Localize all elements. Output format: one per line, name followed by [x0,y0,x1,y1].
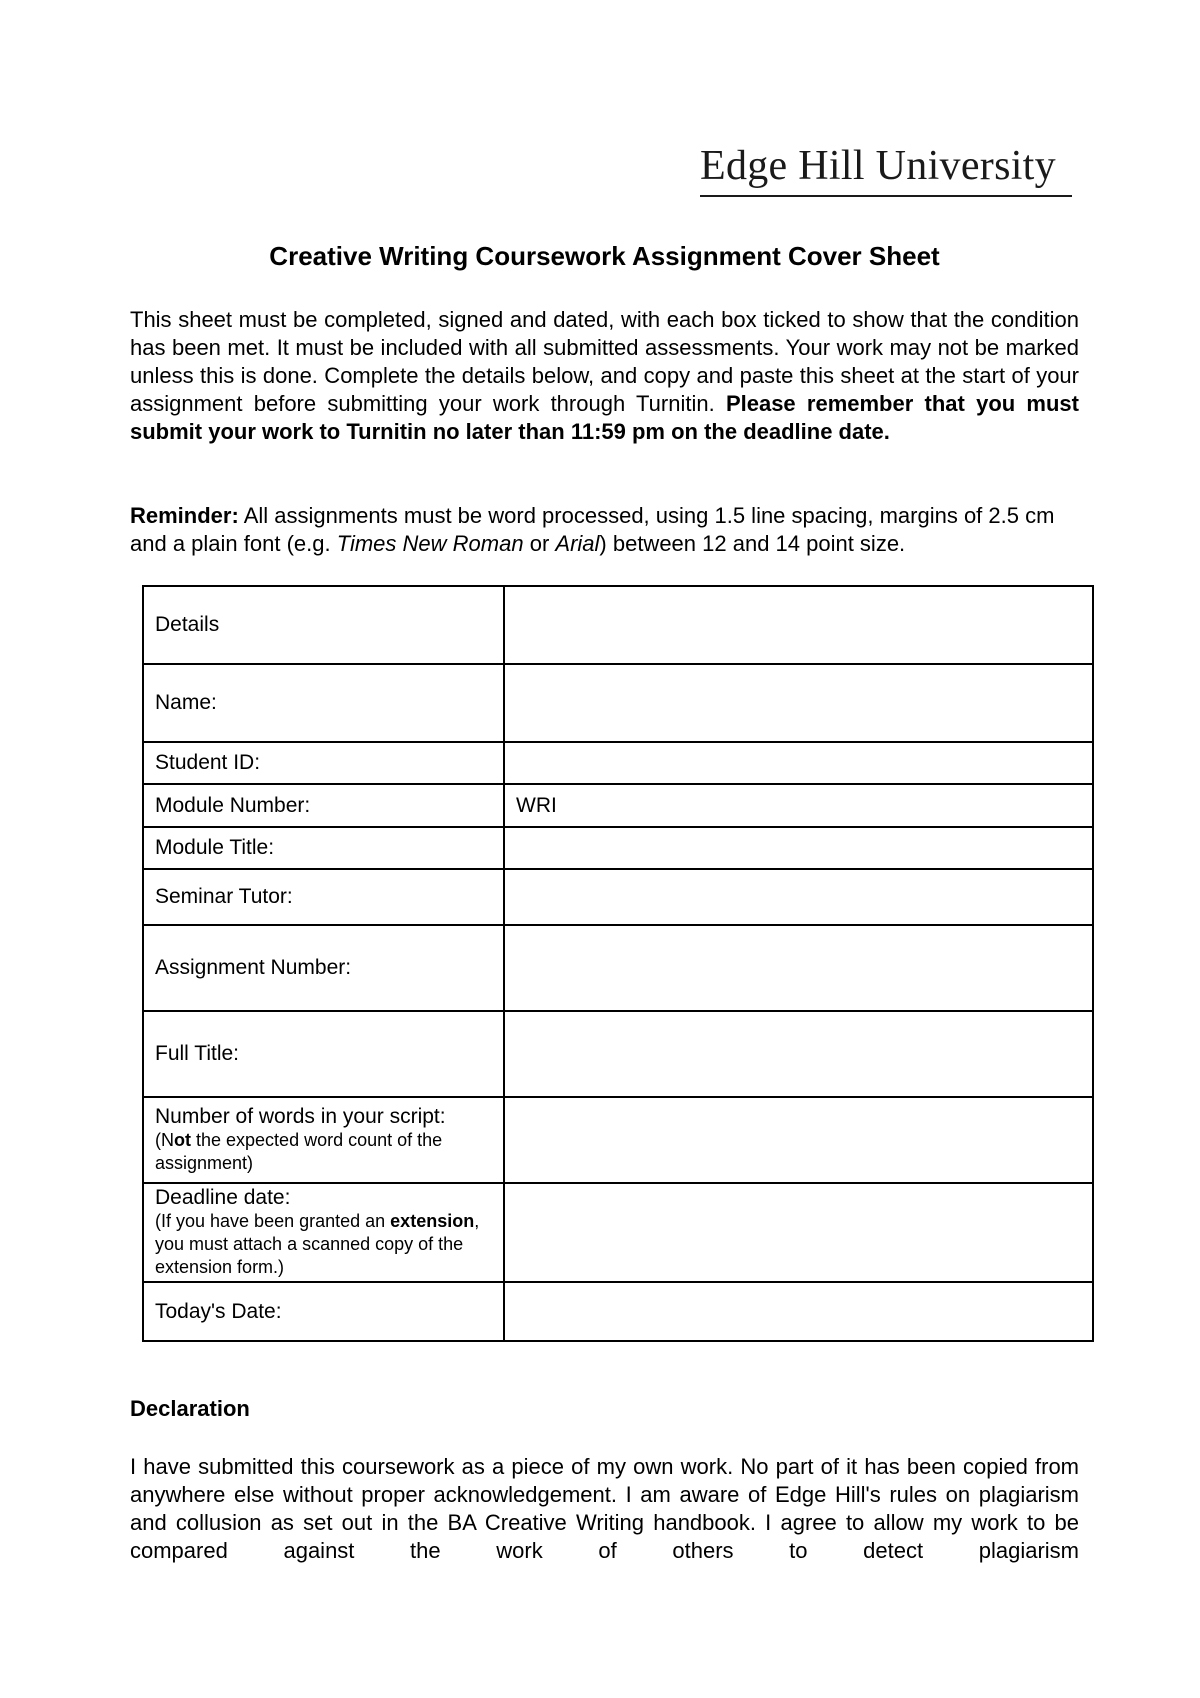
font-example-arial: Arial [555,531,600,556]
deadline-label: Deadline date: [155,1186,291,1209]
module-number-label: Module Number: [143,784,504,827]
assignment-number-field[interactable] [504,925,1093,1011]
reminder-text-end: ) between 12 and 14 point size. [599,531,906,556]
deadline-note-end: , you must attach a scanned copy of the extension form.) [155,1211,480,1277]
student-id-field[interactable] [504,742,1093,784]
table-row [143,586,1093,664]
table-row [143,869,1093,925]
deadline-field[interactable] [504,1183,1093,1282]
todays-date-field[interactable] [504,1282,1093,1341]
logo-underline [700,195,1072,197]
word-count-label: Number of words in your script: [155,1105,446,1128]
table-row [143,664,1093,742]
reminder-text: All assignments must be word processed, using 1.5 line spacing, margins of 2.5 cm and a plain font (e.g. [130,503,1055,556]
table-row [143,925,1093,1011]
reminder-paragraph [130,502,1079,558]
reminder-label: Reminder: [130,503,239,528]
deadline-note [155,1210,503,1279]
details-header-label: Details [143,586,504,664]
table-row [143,1097,1093,1183]
word-count-note [155,1129,503,1175]
logo-text: Edge Hill University [700,143,1056,189]
table-row [143,1011,1093,1097]
name-label: Name: [143,664,504,742]
details-table [142,585,1094,1342]
todays-date-label: Today's Date: [143,1282,504,1341]
declaration-heading: Declaration [130,1396,250,1421]
declaration-text: I have submitted this coursework as a piece of my own work. No part of it has been copied from anywhere else without proper acknowledgement. I am aware of Edge Hill's rules on plagiarism and collusion as set out in the BA Creative Writing handbook. I agree to allow my work to be compared against the work of others to detect plagiarism [130,1454,1079,1563]
seminar-tutor-label: Seminar Tutor: [143,869,504,925]
table-row [143,784,1093,827]
student-id-label: Student ID: [143,742,504,784]
word-count-field[interactable] [504,1097,1093,1183]
intro-paragraph [130,306,1079,446]
word-count-note-emphasis: ot [174,1130,191,1150]
intro-text: This sheet must be completed, signed and dated, with each box ticked to show that the condition has been met. It must be included with all submitted assessments. Your work may not be marked unless this is done. Complete the details below, and copy and paste this sheet at the start of your assignment before submitting your work through Turnitin. [130,307,1079,416]
table-row [143,1282,1093,1341]
assignment-number-label: Assignment Number: [143,925,504,1011]
module-number-field[interactable]: WRI [504,784,1093,827]
module-title-label: Module Title: [143,827,504,869]
full-title-field[interactable] [504,1011,1093,1097]
seminar-tutor-field[interactable] [504,869,1093,925]
word-count-label-cell [143,1097,504,1183]
full-title-label: Full Title: [143,1011,504,1097]
reminder-or: or [529,531,550,556]
word-count-note-end: the expected word count of the assignment) [155,1130,443,1173]
table-row [143,742,1093,784]
module-title-field[interactable] [504,827,1093,869]
deadline-notice: Please remember that you must submit your work to Turnitin no later than 11:59 pm on the deadline date. [130,391,1079,444]
page-title: Creative Writing Coursework Assignment Cover Sheet [269,241,940,271]
table-row [143,1183,1093,1282]
word-count-note-start: (N [155,1130,174,1150]
font-example-times: Times New Roman [336,531,524,556]
deadline-note-emphasis: extension [390,1211,475,1231]
name-field[interactable] [504,664,1093,742]
university-logo [700,145,1072,197]
details-header-value[interactable] [504,586,1093,664]
deadline-note-start: (If you have been granted an [155,1211,391,1231]
table-row [143,827,1093,869]
deadline-label-cell [143,1183,504,1282]
